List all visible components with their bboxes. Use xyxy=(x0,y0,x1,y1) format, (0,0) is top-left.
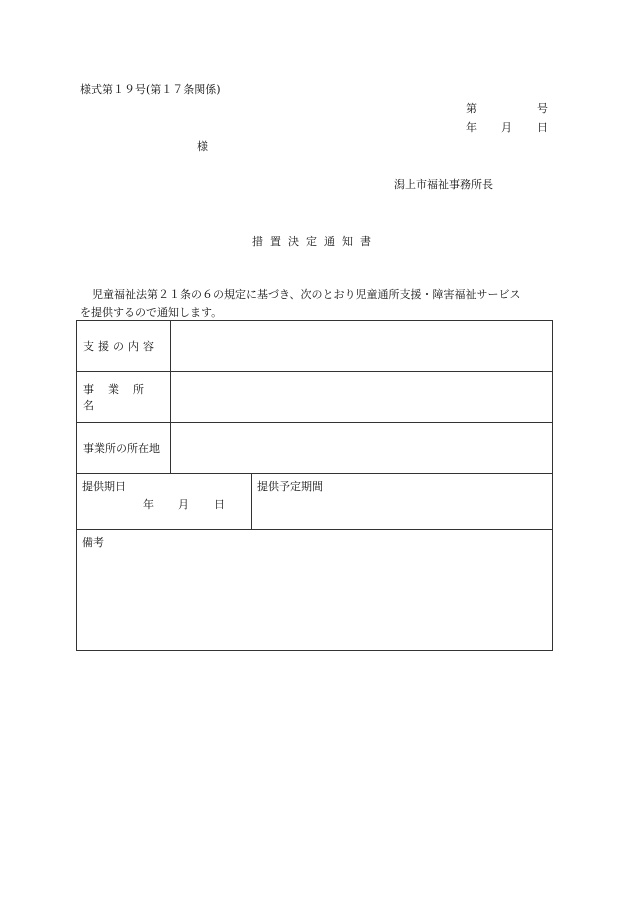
document-number-prefix: 第 xyxy=(466,102,477,115)
planned-period-cell[interactable] xyxy=(252,474,553,530)
planned-period-label: 提供予定期間 xyxy=(257,480,323,493)
office-address-field[interactable] xyxy=(171,423,553,474)
provision-period-row xyxy=(77,474,553,530)
office-name-row xyxy=(77,372,553,423)
start-date-label: 提供期日 xyxy=(82,480,126,493)
start-date-day: 日 xyxy=(214,498,225,511)
body-text-line-1: 児童福祉法第２１条の６の規定に基づき、次のとおり児童通所支援・障害福祉サービス xyxy=(92,288,521,301)
issue-date-day: 日 xyxy=(537,121,548,134)
support-content-label: 支援の内容 xyxy=(77,321,171,372)
office-address-label: 事業所の所在地 xyxy=(77,423,171,474)
addressee-honorific: 様 xyxy=(197,140,208,153)
issuer-name: 潟上市福祉事務所長 xyxy=(394,178,493,191)
remarks-label: 備考 xyxy=(82,536,104,549)
support-content-field[interactable] xyxy=(171,321,553,372)
office-name-label: 事業所名 xyxy=(77,372,171,423)
support-content-row xyxy=(77,321,553,372)
form-number: 様式第１９号(第１７条関係) xyxy=(80,83,221,96)
office-address-row xyxy=(77,423,553,474)
remarks-cell[interactable] xyxy=(77,530,553,651)
start-date-year: 年 xyxy=(143,498,154,511)
document-number-suffix: 号 xyxy=(537,102,548,115)
office-name-field[interactable] xyxy=(171,372,553,423)
start-date-cell[interactable] xyxy=(77,474,252,530)
body-text-line-2: を提供するので通知します。 xyxy=(80,306,223,319)
issue-date-month: 月 xyxy=(501,121,512,134)
document-title: 措置決定通知書 xyxy=(252,235,378,248)
start-date-month: 月 xyxy=(178,498,189,511)
issue-date-year: 年 xyxy=(466,121,477,134)
remarks-row xyxy=(77,530,553,651)
notice-form-table xyxy=(76,320,553,651)
